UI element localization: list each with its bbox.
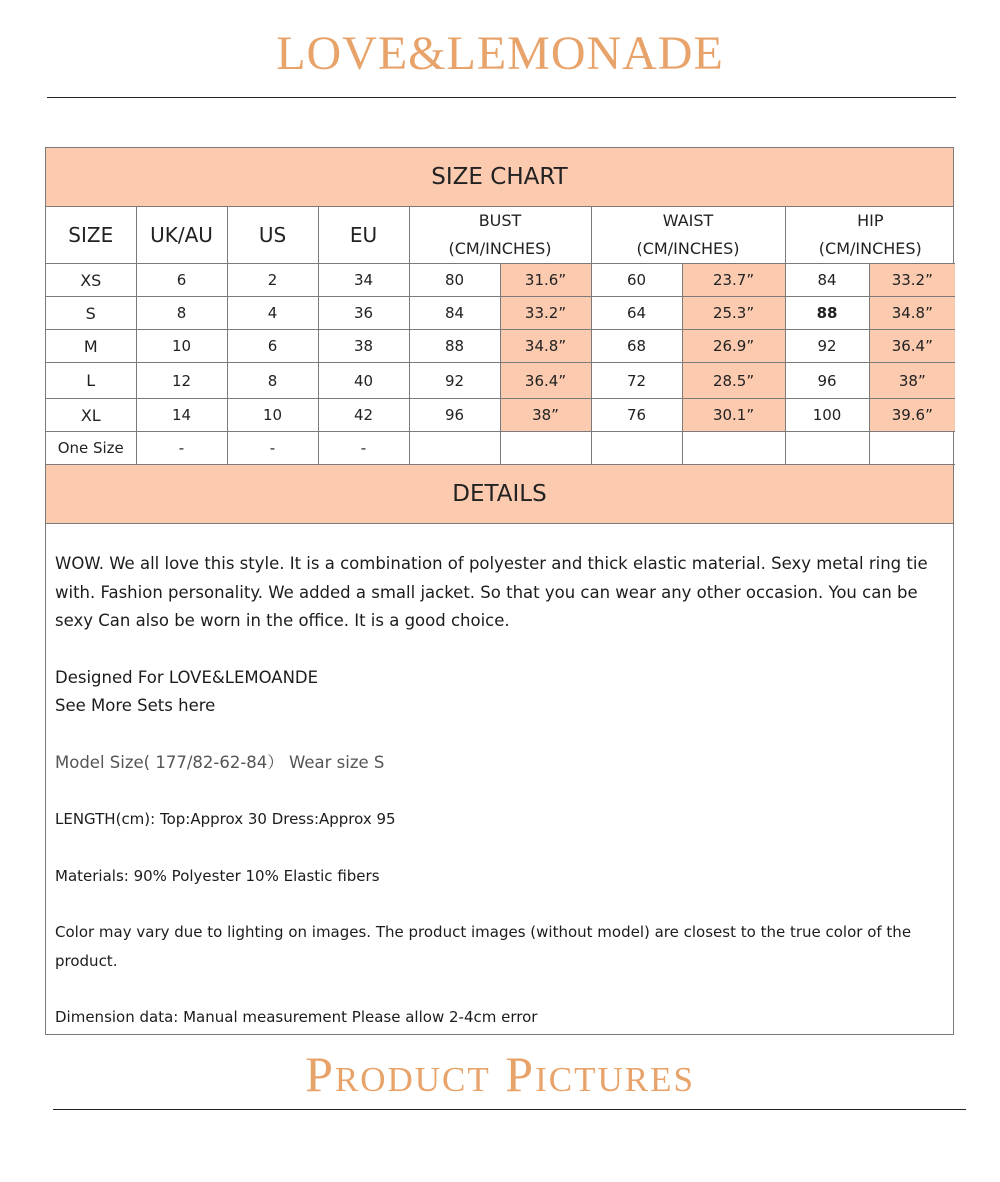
header-hip-unit: (CM/INCHES) (818, 239, 922, 258)
size-table (46, 207, 955, 465)
header-ukau: UK/AU (136, 207, 227, 264)
cell-hip-in: 34.8” (869, 297, 955, 330)
cell-hip-cm: 88 (785, 297, 869, 330)
brand-title: LOVE&LEMONADE (276, 27, 724, 80)
cell-waist-in: 25.3” (682, 297, 785, 330)
cell-waist-cm: 60 (591, 264, 682, 297)
header-bust (409, 207, 591, 264)
see-more-link[interactable]: See More Sets here (55, 696, 216, 715)
cell-ukau: - (136, 432, 227, 465)
cell-size: S (46, 297, 136, 330)
cell-bust-cm: 80 (409, 264, 500, 297)
header-waist (591, 207, 785, 264)
designed-for-text: Designed For LOVE&LEMOANDE (55, 667, 319, 687)
cell-bust-cm: 92 (409, 363, 500, 399)
cell-us: 10 (227, 399, 318, 432)
details-description: WOW. We all love this style. It is a combination of polyester and thick elastic material. Sexy metal ring tie with. Fashion personality. We added a small jacket. So that you can wear any other occasion. You can be sexy Can also be worn in the office. It is a good choice. (55, 554, 928, 630)
cell-eu: 38 (318, 330, 409, 363)
table-row (46, 432, 955, 465)
table-row (46, 330, 955, 363)
cell-hip-in (869, 432, 955, 465)
size-chart-title: SIZE CHART (46, 148, 953, 207)
cell-bust-cm: 96 (409, 399, 500, 432)
size-sheet (45, 147, 954, 1035)
cell-hip-in: 39.6” (869, 399, 955, 432)
cell-hip-cm: 92 (785, 330, 869, 363)
cell-bust-cm: 88 (409, 330, 500, 363)
cell-hip-cm (785, 432, 869, 465)
bottom-divider (53, 1109, 966, 1110)
length-text: LENGTH(cm): Top:Approx 30 Dress:Approx 95 (55, 810, 396, 828)
cell-bust-in: 36.4” (500, 363, 591, 399)
materials-text: Materials: 90% Polyester 10% Elastic fibers (55, 866, 380, 885)
cell-ukau: 6 (136, 264, 227, 297)
cell-waist-in: 30.1” (682, 399, 785, 432)
cell-hip-in: 36.4” (869, 330, 955, 363)
header-waist-label: WAIST (662, 211, 714, 230)
cell-waist-cm: 72 (591, 363, 682, 399)
cell-ukau: 8 (136, 297, 227, 330)
cell-waist-cm: 64 (591, 297, 682, 330)
cell-hip-cm: 96 (785, 363, 869, 399)
cell-size: M (46, 330, 136, 363)
header-eu: EU (318, 207, 409, 264)
cell-size: L (46, 363, 136, 399)
dimension-note-text: Dimension data: Manual measurement Please allow 2-4cm error (55, 1008, 538, 1026)
cell-bust-cm: 84 (409, 297, 500, 330)
cell-eu: 34 (318, 264, 409, 297)
cell-waist-in: 28.5” (682, 363, 785, 399)
cell-us: 8 (227, 363, 318, 399)
cell-us: 2 (227, 264, 318, 297)
cell-size: XS (46, 264, 136, 297)
cell-bust-cm (409, 432, 500, 465)
table-header-row (46, 207, 955, 264)
cell-hip-cm: 84 (785, 264, 869, 297)
cell-ukau: 14 (136, 399, 227, 432)
table-row (46, 297, 955, 330)
header-bust-label: BUST (478, 211, 522, 230)
details-body (46, 524, 953, 1032)
table-row (46, 399, 955, 432)
cell-hip-in: 33.2” (869, 264, 955, 297)
cell-waist-in: 26.9” (682, 330, 785, 363)
cell-eu: 40 (318, 363, 409, 399)
cell-us: 6 (227, 330, 318, 363)
cell-eu: 36 (318, 297, 409, 330)
cell-waist-in (682, 432, 785, 465)
cell-waist-cm: 76 (591, 399, 682, 432)
cell-waist-cm (591, 432, 682, 465)
header-waist-unit: (CM/INCHES) (636, 239, 740, 258)
cell-us: 4 (227, 297, 318, 330)
cell-hip-in: 38” (869, 363, 955, 399)
table-row (46, 264, 955, 297)
header-size: SIZE (46, 207, 136, 264)
cell-bust-in: 34.8” (500, 330, 591, 363)
cell-size: One Size (46, 432, 136, 465)
top-divider (47, 97, 956, 98)
table-row (46, 363, 955, 399)
header-bust-unit: (CM/INCHES) (448, 239, 552, 258)
cell-bust-in (500, 432, 591, 465)
cell-waist-cm: 68 (591, 330, 682, 363)
model-size-text: Model Size( 177/82-62-84） Wear size S (55, 752, 385, 772)
cell-hip-cm: 100 (785, 399, 869, 432)
cell-waist-in: 23.7” (682, 264, 785, 297)
cell-eu: - (318, 432, 409, 465)
header-hip (785, 207, 955, 264)
cell-ukau: 12 (136, 363, 227, 399)
cell-eu: 42 (318, 399, 409, 432)
color-note-text: Color may vary due to lighting on images. The product images (without model) are closest to the true color of the product. (55, 923, 912, 970)
cell-bust-in: 38” (500, 399, 591, 432)
cell-ukau: 10 (136, 330, 227, 363)
product-pictures-title: Product Pictures (305, 1046, 695, 1102)
cell-size: XL (46, 399, 136, 432)
header-hip-label: HIP (857, 211, 884, 230)
header-us: US (227, 207, 318, 264)
cell-bust-in: 31.6” (500, 264, 591, 297)
cell-bust-in: 33.2” (500, 297, 591, 330)
details-title: DETAILS (46, 465, 953, 524)
cell-us: - (227, 432, 318, 465)
